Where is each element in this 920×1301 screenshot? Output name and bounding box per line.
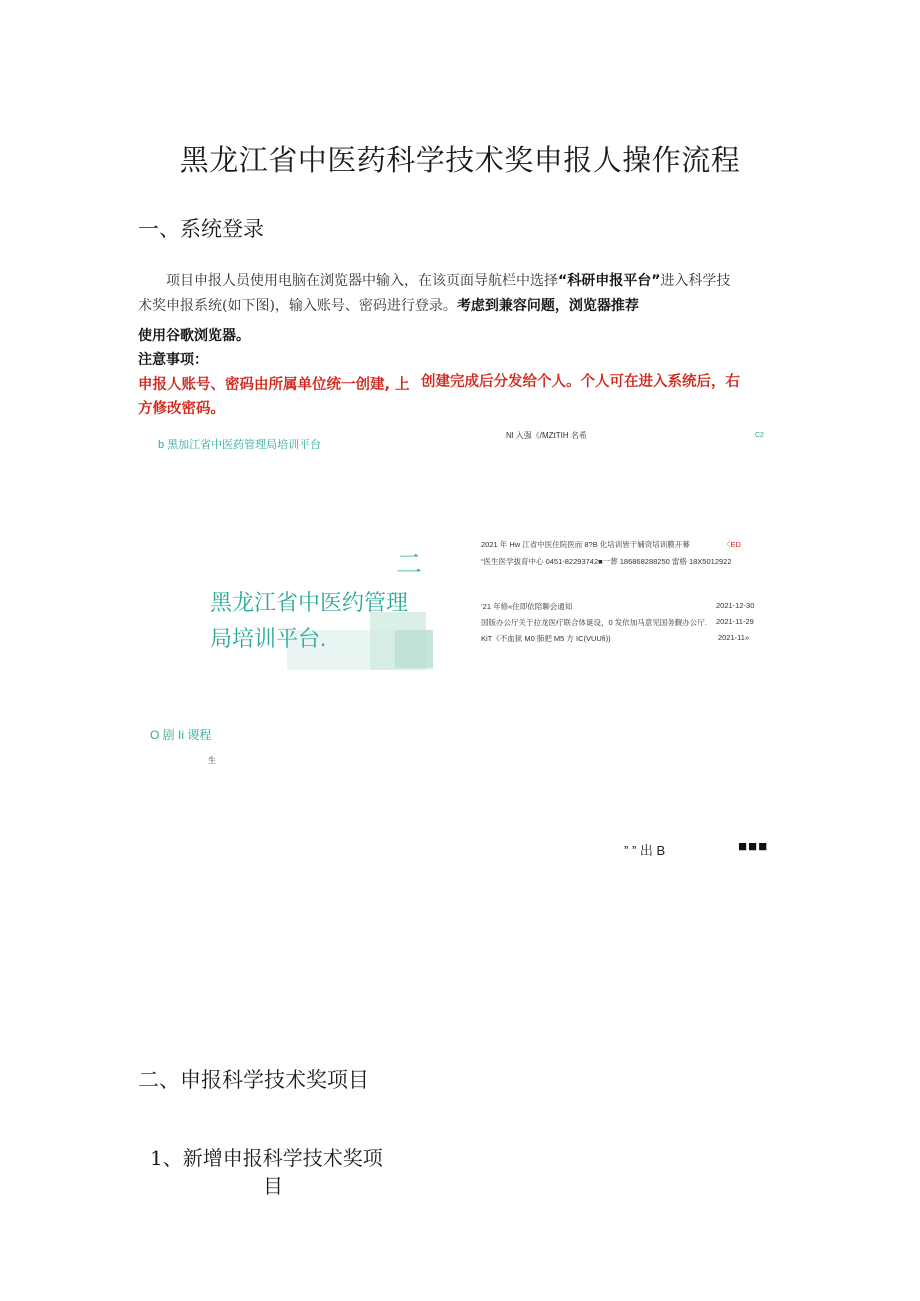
courses-link[interactable]: O 剧 Ii 谡程: [150, 728, 212, 742]
notice-text: 申报人账号、密码由所属单位统一创建, 上: [138, 377, 410, 393]
browser-recommendation: 使用谷歌浏览器。: [138, 328, 250, 344]
news-date: 2021-11-29: [716, 617, 754, 626]
intro-text: 进入科学技: [660, 273, 731, 289]
subsection-heading-cont: 目: [263, 1174, 283, 1198]
news-item[interactable]: 国版办公厅关于拉龙医疔联合体诞设，0 发依加马意见国务觐办公厅.: [481, 618, 707, 627]
banner-title: 黑龙江省中医约管理: [210, 590, 409, 615]
footer-text: ” ” 出 B: [624, 843, 666, 858]
courses-sub: 生: [208, 756, 216, 765]
page-title: 黑龙江省中医药科学技术奖申报人操作流程: [179, 143, 741, 177]
intro-highlight: 考虑到兼容问题，浏览器推荐: [456, 298, 639, 314]
top-nav: Nl 入强《/MZtTIH 名希: [506, 431, 587, 440]
news-date: 〈ED: [723, 540, 741, 549]
corner-mark: C2: [755, 432, 764, 439]
news-date: 2021-11»: [718, 633, 750, 642]
intro-text: 项目申报人员使用电脑在浏览器中输入，在该页面导航栏中选择: [166, 273, 558, 289]
intro-text: 术奖申报系统(如下图)，输入账号、密码进行登录。: [138, 298, 457, 314]
banner-dash: 二: [396, 549, 423, 579]
intro-highlight: “科研申报平台”: [558, 273, 661, 289]
notice-text: 创建完成后分发给个人。个人可在进入系统后，右: [421, 374, 740, 390]
section2-heading: 二、申报科学技术奖项目: [138, 1068, 369, 1092]
news-item[interactable]: “医生医学拔育中心 0451-82293742■一葬 186868288250 雷格 18X5012922: [481, 557, 732, 566]
news-item[interactable]: 2021 年 Hw 江省中医住院医而 8?B 化培训皆干辅资培训膜开幕: [481, 540, 690, 549]
notice-label: 注意事项：: [138, 352, 208, 368]
footer-icons: ■■■: [738, 838, 769, 855]
notice-text: 方修改密码。: [138, 401, 225, 417]
news-item[interactable]: ‘21 年修«住即依陪聊会通知: [481, 602, 573, 611]
subsection-heading: 1、新增申报科学技术奖项: [150, 1146, 383, 1170]
site-logo: b 黑加江省中医药管理局培训平台: [158, 439, 322, 451]
intro-paragraph: [138, 269, 778, 319]
news-date: 2021-12-30: [716, 601, 755, 610]
news-item[interactable]: KiT《不血狱 M0 肺把 M5 方 IC(VUUfi)): [481, 634, 611, 643]
section1-heading: 一、系统登录: [138, 217, 264, 241]
banner-title: 局培训平台.: [210, 626, 327, 651]
